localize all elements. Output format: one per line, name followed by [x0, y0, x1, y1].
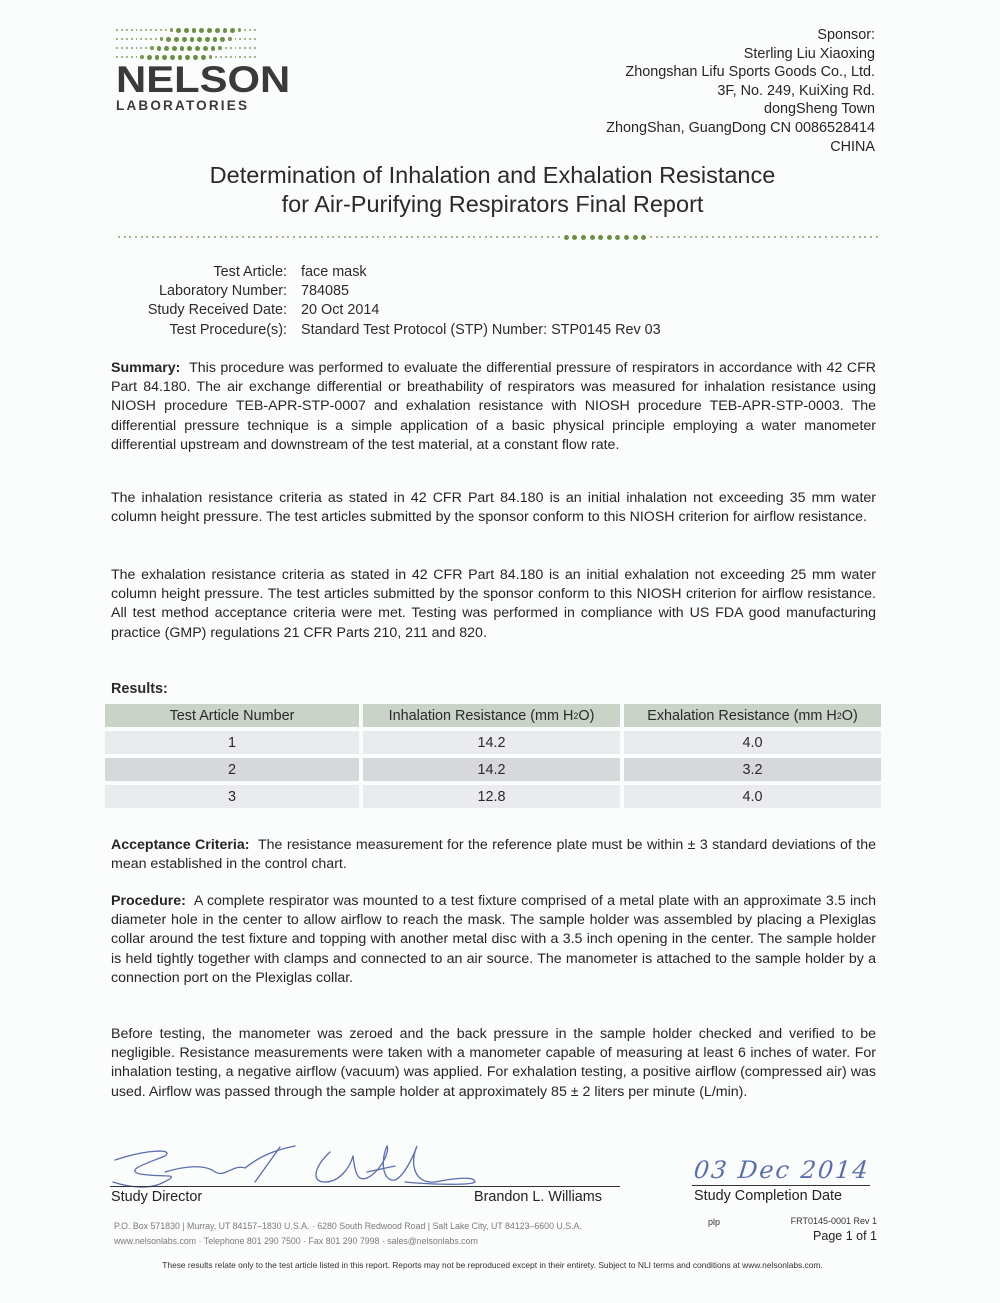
divider-dot	[174, 236, 176, 238]
divider-dot	[456, 236, 458, 238]
testing-paragraph: Before testing, the manometer was zeroed and the back pressure in the sample holder checked and verified to be negligible. Resistance measurements were taken with a manometer capable of measuring at least 6 inches of water. For inhalation testing, a negative airflow (vacuum) was applied. For exhalation testing, a positive airflow (compressed air) was used. Airflow was passed through the sample holder at approximately 85 ± 2 liters per minute (L/min).	[111, 1026, 876, 1100]
acceptance-text: The resistance measurement for the reference plate must be within ± 3 standard deviations of the mean established in the control chart.	[111, 837, 876, 873]
divider-dot	[768, 236, 770, 238]
dotted-divider	[118, 234, 878, 240]
column-header-test-article: Test Article Number	[105, 704, 359, 727]
header-text: Inhalation Resistance (mm H	[388, 707, 574, 724]
column-header-exhalation	[624, 704, 881, 727]
table-row	[105, 785, 881, 808]
divider-dot	[695, 236, 697, 238]
logo-dot	[157, 46, 162, 51]
logo-dot	[116, 56, 118, 58]
logo-dot	[140, 47, 142, 49]
page-number: Page 1 of 1	[813, 1229, 877, 1243]
logo-dot	[174, 37, 179, 42]
results-header-row	[105, 704, 881, 727]
header-text: O)	[841, 707, 858, 724]
divider-dot	[836, 236, 838, 238]
column-header-inhalation	[363, 704, 620, 727]
logo-dot	[140, 38, 142, 40]
divider-dot	[853, 236, 855, 238]
logo-dot	[249, 56, 251, 58]
divider-dot	[191, 236, 193, 238]
divider-dot	[624, 235, 629, 240]
info-label: Laboratory Number:	[159, 283, 287, 300]
logo-dot	[136, 56, 138, 58]
table-row	[105, 758, 881, 781]
divider-dot	[383, 236, 385, 238]
sponsor-line: ZhongShan, GuangDong CN 0086528414	[606, 119, 875, 136]
logo-dot	[140, 29, 142, 31]
logo-dot	[160, 29, 162, 31]
logo-dot	[166, 37, 171, 42]
divider-dot	[572, 235, 577, 240]
divider-dot	[485, 236, 487, 238]
study-director-name: Brandon L. Williams	[474, 1189, 602, 1205]
divider-dot	[440, 236, 442, 238]
divider-dot	[265, 236, 267, 238]
sponsor-line: dongSheng Town	[764, 101, 875, 118]
logo-dot	[170, 28, 173, 32]
divider-dot	[490, 236, 492, 238]
logo-dot	[225, 56, 227, 58]
cell-test-article: 2	[105, 758, 359, 781]
logo-dot	[150, 38, 152, 40]
divider-dot	[706, 236, 708, 238]
divider-dot	[530, 236, 532, 238]
info-row-test-article	[100, 263, 661, 282]
divider-dot	[338, 236, 340, 238]
divider-dot	[797, 236, 799, 238]
logo-dot	[145, 38, 147, 40]
cell-exhalation: 3.2	[624, 758, 881, 781]
divider-dot	[656, 236, 658, 238]
divider-dot	[690, 236, 692, 238]
logo-dot	[254, 29, 256, 31]
divider-dot	[859, 236, 861, 238]
logo-dot	[116, 38, 118, 40]
divider-dot	[876, 236, 878, 238]
divider-dot	[763, 236, 765, 238]
logo-dot	[254, 38, 256, 40]
logo-dot	[160, 37, 163, 41]
sponsor-heading: Sponsor:	[817, 27, 875, 43]
logo-dot	[176, 28, 181, 33]
divider-dot	[361, 236, 363, 238]
divider-dot	[394, 236, 396, 238]
divider-dot	[524, 236, 526, 238]
logo-dot	[249, 38, 251, 40]
cell-test-article: 3	[105, 785, 359, 808]
info-label: Test Article:	[213, 264, 287, 280]
logo-subtitle: LABORATORIES	[116, 98, 250, 113]
logo-dot	[199, 28, 204, 33]
logo-dot	[180, 46, 185, 51]
inhalation-criteria-paragraph: The inhalation resistance criteria as stated in 42 CFR Part 84.180 is an initial inhalation not exceeding 35 mm water column height pressure. The test articles submitted by the sponsor conform to this NIOSH criterion for airflow resistance.	[111, 490, 876, 526]
divider-dot	[157, 236, 159, 238]
divider-dot	[451, 236, 453, 238]
divider-dot	[507, 236, 509, 238]
logo-dot-row	[116, 26, 256, 34]
divider-dot	[203, 236, 205, 238]
header-text: Exhalation Resistance (mm H	[647, 707, 837, 724]
divider-dot	[842, 236, 844, 238]
logo-dot	[225, 47, 227, 49]
study-completion-date-label: Study Completion Date	[694, 1188, 842, 1204]
logo-dot	[145, 29, 147, 31]
divider-dot	[547, 236, 549, 238]
procedure-paragraph	[111, 892, 876, 988]
divider-dot	[462, 236, 464, 238]
divider-dot	[808, 236, 810, 238]
divider-dot	[535, 236, 537, 238]
info-row-received-date	[100, 301, 661, 320]
logo-dot	[126, 29, 128, 31]
divider-dot	[152, 236, 154, 238]
logo-dot	[172, 46, 177, 51]
logo-dot	[184, 28, 189, 33]
divider-dot	[163, 236, 165, 238]
divider-dot	[667, 236, 669, 238]
divider-dot	[248, 236, 250, 238]
logo-dot-row	[116, 44, 256, 52]
logo-dot	[238, 28, 241, 32]
divider-dot	[287, 236, 289, 238]
divider-dot	[641, 235, 646, 240]
logo-dot	[239, 38, 241, 40]
divider-dot	[282, 236, 284, 238]
logo-dot-pattern	[116, 26, 256, 61]
divider-dot	[590, 235, 595, 240]
report-title	[0, 161, 985, 219]
logo-dot	[220, 37, 225, 42]
logo-dot	[235, 38, 237, 40]
acceptance-label: Acceptance Criteria:	[111, 837, 250, 853]
subscript: 2	[573, 710, 579, 721]
divider-dot	[607, 235, 612, 240]
divider-dot	[791, 236, 793, 238]
sponsor-line: 3F, No. 249, KuiXing Rd.	[717, 82, 875, 99]
divider-dot	[541, 236, 543, 238]
divider-dot	[746, 236, 748, 238]
logo-dot	[215, 28, 220, 33]
logo-dot	[254, 56, 256, 58]
signature-line-director	[110, 1186, 620, 1187]
divider-dot	[518, 236, 520, 238]
divider-dot	[169, 236, 171, 238]
logo-dot	[195, 46, 200, 51]
divider-dot	[270, 236, 272, 238]
divider-dot	[197, 236, 199, 238]
divider-dot	[718, 236, 720, 238]
divider-dot	[231, 236, 233, 238]
logo-dot	[131, 56, 133, 58]
divider-dot	[701, 236, 703, 238]
divider-dot	[819, 236, 821, 238]
logo-dot	[228, 37, 231, 41]
divider-dot	[564, 235, 569, 240]
divider-dot	[473, 236, 475, 238]
study-director-label: Study Director	[111, 1189, 203, 1205]
logo-dot	[150, 29, 152, 31]
divider-dot	[299, 236, 301, 238]
cell-exhalation: 4.0	[624, 785, 881, 808]
signature-line-date	[692, 1185, 870, 1186]
divider-dot	[129, 236, 131, 238]
footer-address: P.O. Box 571830 | Murray, UT 84157–1830 U.S.A. · 6280 South Redwood Road | Salt Lake City, UT 84123–6600 U.S.A.	[114, 1221, 582, 1231]
divider-dot	[208, 236, 210, 238]
initials: plp	[708, 1217, 721, 1227]
divider-dot	[135, 236, 137, 238]
info-label: Study Received Date:	[147, 302, 287, 319]
divider-dot	[598, 235, 603, 240]
report-title-line1: Determination of Inhalation and Exhalation Resistance	[209, 162, 776, 188]
form-number: FRT0145-0001 Rev 1	[790, 1216, 877, 1226]
logo-dot	[131, 38, 133, 40]
report-title-line2: for Air-Purifying Respirators Final Report	[281, 191, 704, 217]
divider-dot	[344, 236, 346, 238]
logo-dot	[230, 28, 235, 33]
divider-dot	[423, 236, 425, 238]
logo-dot	[150, 46, 153, 50]
divider-dot	[712, 236, 714, 238]
logo-dot	[165, 29, 167, 31]
logo-dot	[249, 29, 251, 31]
logo-dot	[239, 56, 241, 58]
logo-dot	[254, 47, 256, 49]
logo-dot	[215, 56, 217, 58]
divider-dot	[417, 236, 419, 238]
procedure-text: A complete respirator was mounted to a test fixture comprised of a metal plate with an approximate 3.5 inch diameter hole in the center to allow airflow to reach the mask. The sample holder was assembled by placing a Plexiglas collar around the test fixture and topping with another metal disc with a 3.5 inch opening in the center. The sample holder is held tightly together with clamps and connected to an air source. The manometer is attached to the sample holder by a connection port on the Plexiglas collar.	[111, 893, 876, 986]
divider-dot	[864, 236, 866, 238]
logo-dot	[116, 29, 118, 31]
summary-paragraph	[111, 359, 876, 455]
divider-dot	[870, 236, 872, 238]
logo-dot	[244, 38, 246, 40]
logo-dot	[131, 47, 133, 49]
divider-dot	[332, 236, 334, 238]
results-heading: Results:	[111, 681, 168, 697]
divider-dot	[321, 236, 323, 238]
study-info	[100, 263, 661, 340]
divider-dot	[752, 236, 754, 238]
logo-dot	[220, 56, 222, 58]
logo-dot	[244, 47, 246, 49]
divider-dot	[615, 235, 620, 240]
divider-dot	[468, 236, 470, 238]
divider-dot	[814, 236, 816, 238]
logo-dot	[136, 29, 138, 31]
logo-dot	[239, 47, 241, 49]
footer-contact: www.nelsonlabs.com · Telephone 801 290 7500 · Fax 801 290 7998 · sales@nelsonlabs.com	[114, 1236, 478, 1246]
divider-dot	[780, 236, 782, 238]
sponsor-line: Zhongshan Lifu Sports Goods Co., Ltd.	[625, 64, 875, 81]
logo-dot	[155, 38, 157, 40]
logo-dot	[207, 28, 212, 33]
logo-dot	[244, 29, 246, 31]
divider-dot	[479, 236, 481, 238]
director-signature	[105, 1142, 505, 1192]
divider-dot	[411, 236, 413, 238]
divider-dot	[124, 236, 126, 238]
info-row-lab-number	[100, 282, 661, 301]
procedure-label: Procedure:	[111, 893, 186, 909]
divider-dot	[633, 235, 638, 240]
divider-dot	[678, 236, 680, 238]
logo-dot	[145, 47, 147, 49]
logo-dot	[131, 29, 133, 31]
divider-dot	[673, 236, 675, 238]
logo-dot	[121, 47, 123, 49]
info-value: 20 Oct 2014	[301, 302, 380, 319]
logo-dot	[116, 47, 118, 49]
divider-dot	[180, 236, 182, 238]
divider-dot	[757, 236, 759, 238]
divider-dot	[315, 236, 317, 238]
results-table	[105, 704, 881, 812]
logo-dot-row	[116, 35, 256, 43]
cell-inhalation: 12.8	[363, 785, 620, 808]
exhalation-criteria-paragraph: The exhalation resistance criteria as stated in 42 CFR Part 84.180 is an initial exhalation not exceeding 25 mm water column height pressure. The test articles submitted by the sponsor conform to this NIOSH criterion for airflow resistance. All test method acceptance criteria were met. Testing was performed in compliance with US FDA good manufacturing practice (GMP) regulations 21 CFR Parts 210, 211 and 820.	[111, 567, 876, 641]
logo-dot	[249, 47, 251, 49]
logo-dot	[187, 46, 192, 51]
logo-dot	[197, 37, 202, 42]
divider-dot	[118, 236, 120, 238]
info-value: Standard Test Protocol (STP) Number: STP0145 Rev 03	[301, 321, 661, 338]
divider-dot	[740, 236, 742, 238]
divider-dot	[723, 236, 725, 238]
divider-dot	[327, 236, 329, 238]
logo-dot	[121, 56, 123, 58]
divider-dot	[372, 236, 374, 238]
logo-dot	[211, 46, 216, 51]
cell-inhalation: 14.2	[363, 731, 620, 754]
info-label: Test Procedure(s):	[169, 321, 287, 338]
divider-dot	[502, 236, 504, 238]
divider-dot	[242, 236, 244, 238]
sponsor-line: CHINA	[830, 138, 875, 155]
header-text: O)	[578, 707, 595, 724]
divider-dot	[310, 236, 312, 238]
divider-dot	[253, 236, 255, 238]
logo-dot	[205, 37, 210, 42]
logo-dot	[121, 38, 123, 40]
divider-dot	[434, 236, 436, 238]
logo-dot	[213, 37, 218, 42]
logo-dot	[223, 28, 228, 33]
divider-dot	[236, 236, 238, 238]
divider-dot	[735, 236, 737, 238]
cell-inhalation: 14.2	[363, 758, 620, 781]
divider-dot	[146, 236, 148, 238]
info-value: 784085	[301, 283, 350, 300]
logo-dot	[164, 46, 169, 51]
logo-dot	[126, 47, 128, 49]
divider-dot	[406, 236, 408, 238]
divider-dot	[684, 236, 686, 238]
logo-dot	[136, 38, 138, 40]
divider-dot	[377, 236, 379, 238]
nelson-labs-logo	[116, 26, 291, 113]
logo-dot	[190, 37, 195, 42]
logo-dot	[203, 46, 208, 51]
info-row-test-procedure	[100, 321, 661, 340]
cell-exhalation: 4.0	[624, 731, 881, 754]
sponsor-address	[606, 26, 875, 156]
logo-dot	[182, 37, 187, 42]
divider-dot	[802, 236, 804, 238]
logo-dot	[244, 56, 246, 58]
logo-dot	[126, 38, 128, 40]
table-row	[105, 731, 881, 754]
divider-dot	[825, 236, 827, 238]
divider-dot	[552, 236, 554, 238]
divider-dot	[186, 236, 188, 238]
logo-dot	[218, 46, 221, 50]
divider-dot	[661, 236, 663, 238]
logo-dot	[136, 47, 138, 49]
divider-dot	[729, 236, 731, 238]
divider-dot	[259, 236, 261, 238]
divider-dot	[293, 236, 295, 238]
summary-label: Summary:	[111, 360, 181, 376]
logo-dot	[230, 47, 232, 49]
logo-dot	[155, 29, 157, 31]
divider-dot	[558, 236, 560, 238]
logo-dot	[230, 56, 232, 58]
divider-dot	[349, 236, 351, 238]
summary-text: This procedure was performed to evaluate the differential pressure of respirators in accordance with 42 CFR Part 84.180. The air exchange differential or breathability of respirators was measured for inhalation resistance using NIOSH procedure TEB-APR-STP-0007 and exhalation resistance with NIOSH procedure TEB-APR-STP-0003. The differential pressure technique is a simple application of a basic physical principle employing a water manometer differential upstream and downstream of the test material, at a constant flow rate.	[111, 360, 876, 453]
divider-dot	[785, 236, 787, 238]
divider-dot	[400, 236, 402, 238]
divider-dot	[513, 236, 515, 238]
divider-dot	[304, 236, 306, 238]
divider-dot	[225, 236, 227, 238]
info-value: face mask	[301, 264, 367, 280]
divider-dot	[428, 236, 430, 238]
logo-dot	[121, 29, 123, 31]
divider-dot	[445, 236, 447, 238]
divider-dot	[214, 236, 216, 238]
divider-dot	[141, 236, 143, 238]
divider-dot	[355, 236, 357, 238]
divider-dot	[847, 236, 849, 238]
logo-dot	[126, 56, 128, 58]
subscript: 2	[836, 710, 842, 721]
divider-dot	[220, 236, 222, 238]
divider-dot	[389, 236, 391, 238]
logo-dot	[235, 56, 237, 58]
divider-dot	[831, 236, 833, 238]
sponsor-line: Sterling Liu Xiaoxing	[743, 45, 875, 62]
divider-dot	[774, 236, 776, 238]
logo-wordmark: NELSON	[116, 59, 291, 100]
divider-dot	[496, 236, 498, 238]
legal-disclaimer: These results relate only to the test article listed in this report. Reports may not be reproduced except in their entirety. Subject to NLI terms and conditions at www.nelsonlabs.com.	[162, 1260, 823, 1270]
divider-dot	[366, 236, 368, 238]
cell-test-article: 1	[105, 731, 359, 754]
divider-dot	[581, 235, 586, 240]
divider-dot	[650, 236, 652, 238]
logo-dot	[235, 47, 237, 49]
divider-dot	[276, 236, 278, 238]
acceptance-criteria-paragraph	[111, 836, 876, 874]
completion-date-handwritten: 03 Dec 2014	[692, 1156, 872, 1184]
logo-dot	[192, 28, 197, 33]
